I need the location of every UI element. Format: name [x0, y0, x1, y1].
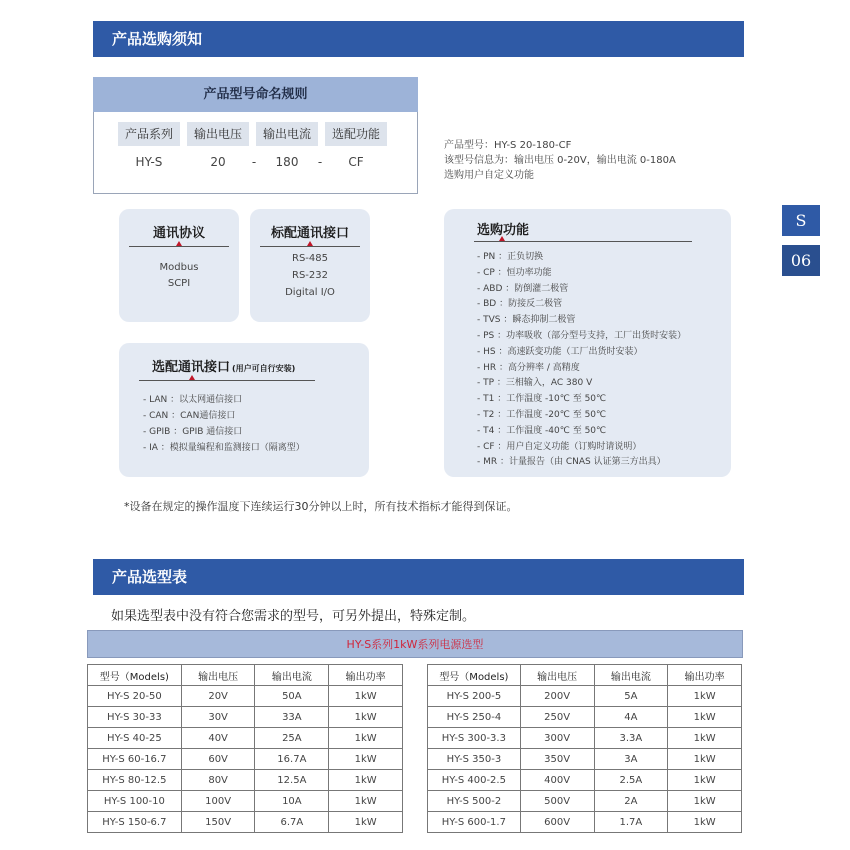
options-title: 选购功能 [477, 223, 530, 238]
model-example-line2: 该型号信息为：输出电压 0-20V，输出电流 0-180A [444, 155, 676, 166]
table-cell: HY-S 40-25 [88, 728, 182, 749]
option-item: - BD ：防接反二极管 [477, 299, 563, 310]
interface-item: RS-485 [292, 253, 328, 264]
table-cell: 2A [594, 791, 668, 812]
side-tab-series: S [782, 205, 820, 236]
options-card [444, 209, 731, 477]
col-current: 输出电流 [594, 665, 668, 686]
option-item: - TVS ：瞬态抑制二极管 [477, 315, 576, 326]
option-item: - ABD ：防倒灌二极管 [477, 283, 569, 294]
table-cell: 600V [520, 812, 594, 833]
interface-item: RS-232 [292, 270, 328, 281]
label-voltage: 输出电压 [187, 122, 249, 146]
table-cell: 6.7A [255, 812, 329, 833]
option-item: - HS ：高速跃变功能（工厂出货时安装） [477, 346, 643, 357]
table-cell: HY-S 30-33 [88, 707, 182, 728]
table-cell: HY-S 200-5 [428, 686, 521, 707]
value-voltage: 20 [210, 155, 226, 169]
table-cell: 1kW [329, 707, 403, 728]
table-row [428, 791, 742, 812]
table-cell: 1kW [668, 728, 742, 749]
col-current: 输出电流 [255, 665, 329, 686]
std-interface-card [250, 209, 370, 322]
opt-interface-card [119, 343, 369, 477]
label-option: 选配功能 [325, 122, 387, 146]
table-cell: 1kW [668, 686, 742, 707]
col-voltage: 输出电压 [520, 665, 594, 686]
option-item: - TP ：三相输入，AC 380 V [477, 378, 593, 389]
table-cell: 25A [255, 728, 329, 749]
opt-interface-note: (用户可自行安装) [232, 364, 296, 373]
table-cell: 200V [520, 686, 594, 707]
table-cell: 300V [520, 728, 594, 749]
table-row [428, 707, 742, 728]
marker-triangle-icon [176, 241, 182, 246]
table-cell: 1kW [329, 728, 403, 749]
protocol-item: SCPI [167, 278, 191, 289]
opt-interface-title-text: 选配通讯接口 [152, 360, 231, 375]
table-cell: 1kW [329, 770, 403, 791]
value-series: HY-S [135, 155, 163, 169]
table-cell: HY-S 60-16.7 [88, 749, 182, 770]
model-example-line3: 选购用户自定义功能 [444, 170, 534, 181]
table-cell: 3A [594, 749, 668, 770]
option-item: - HR ：高分辨率 / 高精度 [477, 362, 580, 373]
table-row [428, 686, 742, 707]
section-title-purchase: 产品选购须知 [93, 21, 744, 57]
col-voltage: 输出电压 [181, 665, 255, 686]
table-cell: 50A [255, 686, 329, 707]
table-cell: 1kW [668, 707, 742, 728]
option-item: - T4 ：工作温度 -40℃ 至 50℃ [477, 425, 607, 436]
opt-interface-item: - GPIB ：GPIB 通信接口 [143, 427, 243, 437]
std-interface-title: 标配通讯接口 [270, 226, 349, 241]
opt-interface-item: - IA ：模拟量编程和监测接口（隔离型） [143, 443, 305, 453]
table-cell: 12.5A [255, 770, 329, 791]
table-cell: 150V [181, 812, 255, 833]
table-cell: HY-S 80-12.5 [88, 770, 182, 791]
value-dash-2: - [317, 155, 323, 169]
col-power: 输出功率 [329, 665, 403, 686]
table-row [428, 812, 742, 833]
col-model: 型号（Models) [88, 665, 182, 686]
table-row [88, 749, 403, 770]
table-cell: 1kW [329, 749, 403, 770]
table-row [88, 770, 403, 791]
option-item: - T2 ：工作温度 -20℃ 至 50℃ [477, 410, 607, 420]
marker-triangle-icon [499, 236, 505, 241]
table-cell: HY-S 400-2.5 [428, 770, 521, 791]
table-cell: 1kW [329, 791, 403, 812]
table-cell: HY-S 350-3 [428, 749, 521, 770]
table-cell: 1kW [668, 812, 742, 833]
table-cell: HY-S 250-4 [428, 707, 521, 728]
option-item: - CF ：用户自定义功能（订购时请说明） [477, 441, 642, 452]
table-cell: 4A [594, 707, 668, 728]
footnote: *设备在规定的操作温度下连续运行30分钟以上时，所有技术指标才能得到保证。 [124, 500, 518, 513]
naming-rule-box [93, 112, 418, 194]
table-row [88, 686, 403, 707]
comm-protocol-card [119, 209, 239, 322]
opt-interface-item: - LAN ：以太网通信接口 [143, 395, 243, 405]
divider [139, 380, 315, 381]
table-cell: 1kW [668, 791, 742, 812]
opt-interface-item: - CAN ：CAN通信接口 [143, 411, 236, 421]
table-row [88, 791, 403, 812]
table-cell: 5A [594, 686, 668, 707]
value-current: 180 [275, 155, 299, 169]
table-cell: 60V [181, 749, 255, 770]
col-power: 输出功率 [668, 665, 742, 686]
table-row [428, 770, 742, 791]
table-row [88, 728, 403, 749]
table-cell: HY-S 20-50 [88, 686, 182, 707]
table-cell: 16.7A [255, 749, 329, 770]
custom-note: 如果选型表中没有符合您需求的型号，可另外提出，特殊定制。 [111, 609, 476, 624]
table-cell: 3.3A [594, 728, 668, 749]
value-option: CF [348, 155, 364, 169]
table-row [428, 728, 742, 749]
table-cell: HY-S 600-1.7 [428, 812, 521, 833]
comm-protocol-title: 通讯协议 [152, 226, 205, 241]
table-cell: HY-S 300-3.3 [428, 728, 521, 749]
table-cell: HY-S 100-10 [88, 791, 182, 812]
selection-table-left [87, 664, 403, 833]
table-cell: 1.7A [594, 812, 668, 833]
option-item: - MR ：计量报告（由 CNAS 认证第三方出具） [477, 457, 666, 468]
table-cell: 100V [181, 791, 255, 812]
interface-item: Digital I/O [285, 287, 335, 298]
side-tab-page: 06 [782, 245, 820, 276]
table-cell: 30V [181, 707, 255, 728]
table-cell: 1kW [668, 749, 742, 770]
table-cell: 1kW [668, 770, 742, 791]
section-title-selection: 产品选型表 [93, 559, 744, 595]
value-dash-1: - [251, 155, 257, 169]
table-cell: HY-S 150-6.7 [88, 812, 182, 833]
table-row [88, 812, 403, 833]
option-item: - PS ：功率吸收（部分型号支持，工厂出货时安装） [477, 331, 687, 341]
table-cell: 40V [181, 728, 255, 749]
table-cell: 33A [255, 707, 329, 728]
model-example-line1: 产品型号：HY-S 20-180-CF [444, 140, 572, 151]
table-cell: HY-S 500-2 [428, 791, 521, 812]
protocol-item: Modbus [159, 262, 199, 273]
table-row [428, 749, 742, 770]
table-title: HY-S系列1kW系列电源选型 [87, 630, 743, 658]
option-item: - T1 ：工作温度 -10℃ 至 50℃ [477, 394, 607, 405]
divider [474, 241, 692, 242]
option-item: - PN ：正负切换 [477, 252, 544, 262]
col-model: 型号（Models) [428, 665, 521, 686]
table-cell: 400V [520, 770, 594, 791]
opt-interface-title [152, 356, 295, 375]
table-row [88, 707, 403, 728]
table-cell: 1kW [329, 686, 403, 707]
table-cell: 250V [520, 707, 594, 728]
option-item: - CP ：恒功率功能 [477, 267, 552, 278]
table-cell: 80V [181, 770, 255, 791]
selection-table-right [427, 664, 742, 833]
table-cell: 500V [520, 791, 594, 812]
table-cell: 1kW [329, 812, 403, 833]
naming-rule-heading: 产品型号命名规则 [93, 77, 418, 112]
divider [260, 246, 360, 247]
table-cell: 20V [181, 686, 255, 707]
label-series: 产品系列 [118, 122, 180, 146]
label-current: 输出电流 [256, 122, 318, 146]
divider [129, 246, 229, 247]
marker-triangle-icon [307, 241, 313, 246]
table-cell: 350V [520, 749, 594, 770]
table-cell: 2.5A [594, 770, 668, 791]
table-cell: 10A [255, 791, 329, 812]
marker-triangle-icon [189, 375, 195, 380]
